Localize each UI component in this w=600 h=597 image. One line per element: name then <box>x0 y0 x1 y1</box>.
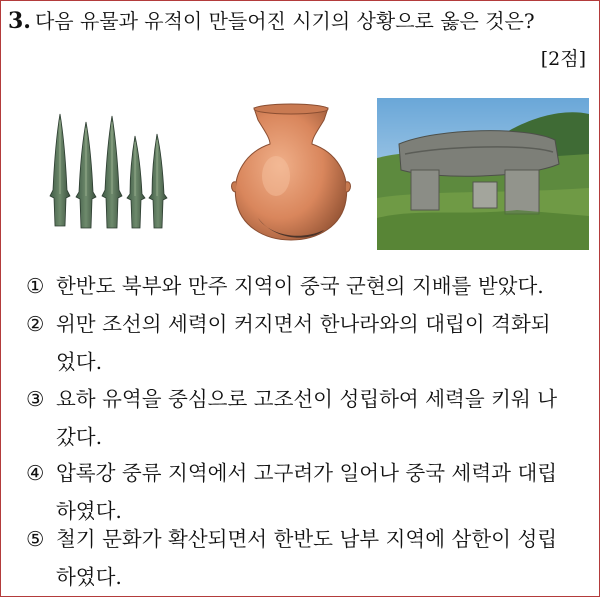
option-1-text: 한반도 북부와 만주 지역이 중국 군현의 지배를 받았다. <box>56 274 544 298</box>
bronze-dagger-icon <box>44 108 174 232</box>
option-1-number: ① <box>26 274 45 298</box>
option-3-text-cont: 갔다. <box>56 425 103 449</box>
option-5-text-cont: 하였다. <box>56 565 122 589</box>
option-4[interactable] <box>26 454 592 530</box>
question-number: 3. <box>8 8 31 34</box>
option-2[interactable] <box>26 305 592 381</box>
option-4-text: 압록강 중류 지역에서 고구려가 일어나 중국 세력과 대립 <box>56 461 558 485</box>
option-5-number: ⑤ <box>26 527 45 551</box>
question-points: [2점] <box>540 48 586 70</box>
option-2-number: ② <box>26 312 45 336</box>
option-2-text: 위만 조선의 세력이 커지면서 한나라와의 대립이 격화되 <box>56 312 551 336</box>
option-3-text: 요하 유역을 중심으로 고조선이 성립하여 세력을 키워 나 <box>56 387 558 411</box>
question-text: 다음 유물과 유적이 만들어진 시기의 상황으로 옳은 것은? <box>34 9 535 33</box>
option-5-text: 철기 문화가 확산되면서 한반도 남부 지역에 삼한이 성립 <box>56 527 558 551</box>
option-4-text-cont: 하였다. <box>56 499 122 523</box>
option-1[interactable] <box>26 267 592 305</box>
option-2-text-cont: 었다. <box>56 350 103 374</box>
question-stem <box>8 6 535 36</box>
option-3[interactable] <box>26 380 592 456</box>
option-5[interactable] <box>26 520 592 596</box>
dolmen-photo-icon <box>377 98 589 250</box>
option-3-number: ③ <box>26 387 45 411</box>
option-4-number: ④ <box>26 461 45 485</box>
pottery-jar-icon <box>228 100 354 246</box>
